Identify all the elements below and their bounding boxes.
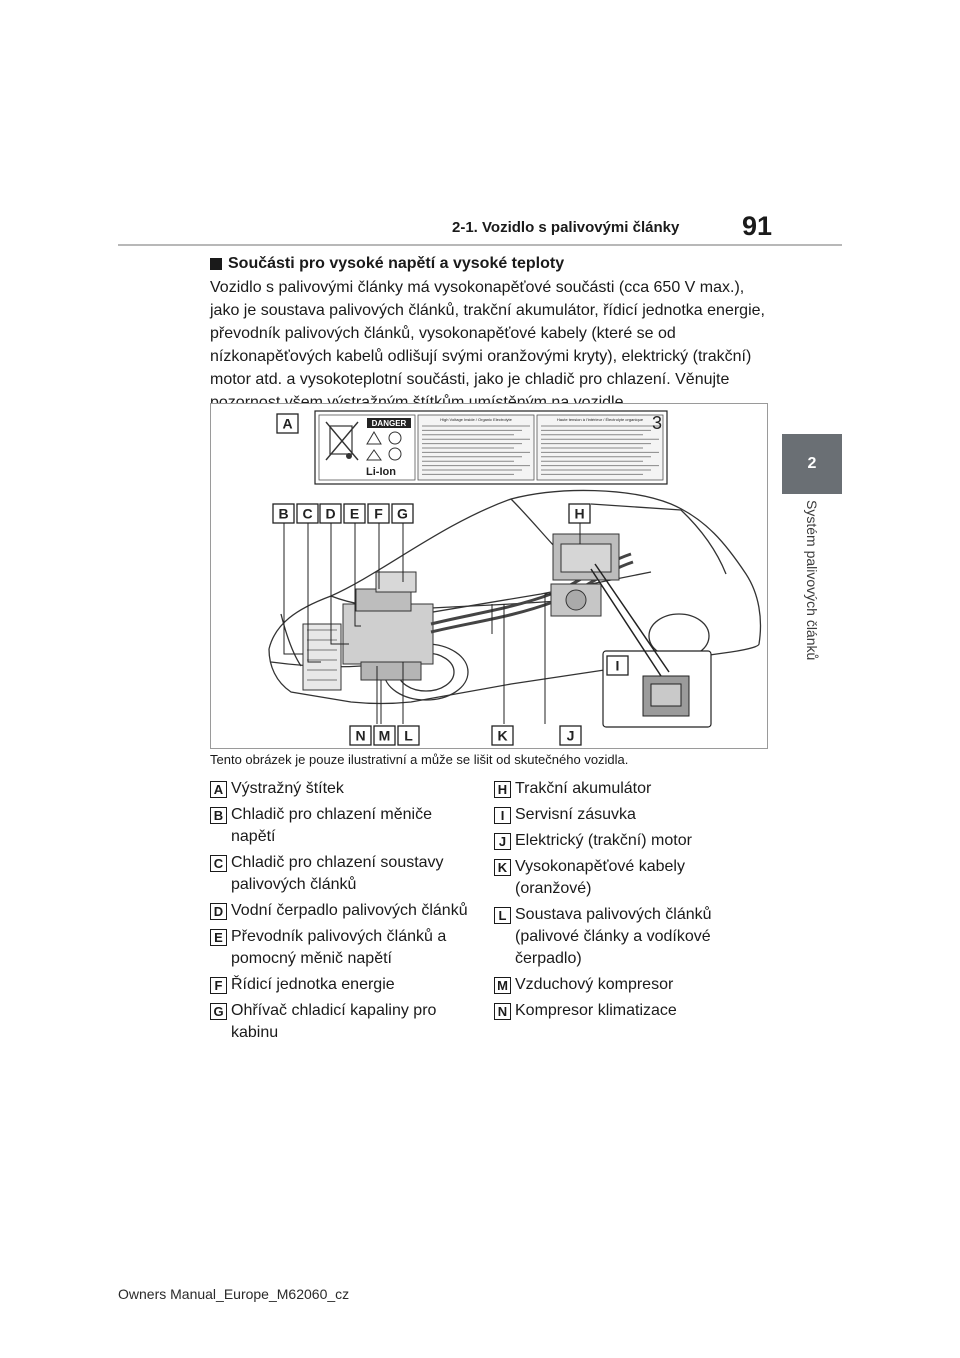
- li-ion-text: Li-Ion: [366, 466, 396, 478]
- callout-m: [374, 726, 395, 745]
- legend-item: [494, 856, 764, 900]
- vehicle-illustration: [211, 404, 769, 750]
- section-title: 2-1. Vozidlo s palivovými články: [452, 219, 680, 236]
- legend-item: [210, 900, 470, 922]
- legend-letter: I: [494, 807, 511, 824]
- legend-item: [494, 830, 764, 852]
- svg-text:B: B: [278, 505, 289, 522]
- legend-text: Trakční akumulátor: [515, 780, 652, 797]
- callout-c: [297, 504, 318, 523]
- svg-text:K: K: [497, 727, 508, 744]
- legend-letter: F: [210, 977, 227, 994]
- svg-text:L: L: [404, 727, 413, 744]
- legend-text: Chladič pro chlazení měniče napětí: [231, 806, 432, 845]
- callout-i: [607, 656, 628, 675]
- legend-letter: G: [210, 1003, 227, 1020]
- legend-item: [494, 974, 764, 996]
- chapter-tab[interactable]: 2: [782, 434, 842, 494]
- legend-letter: J: [494, 833, 511, 850]
- callout-g: [392, 504, 413, 523]
- legend-text: Vysokonapěťové kabely (oranžové): [515, 858, 685, 897]
- callout-b: [273, 504, 294, 523]
- header-divider: [118, 244, 842, 246]
- legend-letter: N: [494, 1003, 511, 1020]
- bullet-square-icon: [210, 258, 222, 270]
- legend-letter: L: [494, 907, 511, 924]
- legend-item: [494, 778, 764, 800]
- legend-text: Ohřívač chladicí kapaliny pro kabinu: [231, 1002, 437, 1041]
- callout-f: [368, 504, 389, 523]
- label-number: 3: [651, 413, 663, 433]
- legend-letter: E: [210, 929, 227, 946]
- legend-text: Převodník palivových článků a pomocný měnič napětí: [231, 928, 447, 967]
- legend-letter: D: [210, 903, 227, 920]
- traction-battery: [553, 534, 619, 580]
- callout-k: [492, 726, 513, 745]
- label-heading-left: High Voltage Inside / Organic Electrolyte: [440, 417, 512, 422]
- chapter-title: Systém palivových článků: [804, 500, 820, 661]
- electric-motor: [551, 584, 601, 616]
- legend-item: [210, 804, 470, 848]
- svg-text:E: E: [349, 505, 360, 522]
- svg-text:J: J: [566, 727, 575, 744]
- legend-text: Chladič pro chlazení soustavy palivových článků: [231, 854, 444, 893]
- svg-text:I: I: [615, 657, 620, 674]
- legend-item: [210, 926, 470, 970]
- legend-letter: B: [210, 807, 227, 824]
- label-heading-right: Haute tension à l'intérieur / Électrolyte organique: [556, 417, 644, 422]
- svg-text:D: D: [325, 505, 336, 522]
- figure-caption: Tento obrázek je pouze ilustrativní a může se lišit od skutečného vozidla.: [210, 752, 629, 767]
- svg-text:N: N: [355, 727, 366, 744]
- danger-word: DANGER: [371, 419, 407, 428]
- section-heading: [210, 255, 564, 273]
- callout-e: [344, 504, 365, 523]
- legend-letter: K: [494, 859, 511, 876]
- legend-text: Výstražný štítek: [231, 780, 344, 797]
- legend-letter: M: [494, 977, 511, 994]
- vehicle-diagram: [210, 403, 768, 749]
- legend-text: Kompresor klimatizace: [515, 1002, 677, 1019]
- page-number: 91: [742, 211, 773, 241]
- legend-text: Řídicí jednotka energie: [231, 976, 395, 993]
- callout-d: [320, 504, 341, 523]
- callout-n: [350, 726, 371, 745]
- callout-l: [398, 726, 419, 745]
- service-plug-inset: [591, 564, 711, 727]
- intro-paragraph: Vozidlo s palivovými články má vysokonapěťové součásti (cca 650 V max.), jako je soustava palivových článků, trakční akumulátor, řídicí jednotka energie, převodník palivových článků, vysokonapěťové kabely (které se od nízkonapěťových kabelů odlišují svými oranžovými kryty), elektrický (trakční) motor atd. a vysokoteplotní součásti, jako je chladič pro chlazení. Věnujte: [210, 279, 765, 388]
- legend-text: Vzduchový kompresor: [515, 976, 674, 993]
- svg-text:C: C: [302, 505, 313, 522]
- legend-item: [494, 904, 764, 970]
- svg-text:G: G: [397, 505, 408, 522]
- legend-text: Elektrický (trakční) motor: [515, 832, 692, 849]
- legend-item: [494, 804, 764, 826]
- legend-letter: H: [494, 781, 511, 798]
- legend-right-column: [494, 778, 764, 1026]
- callout-a: [277, 414, 298, 433]
- section-heading-text: Součásti pro vysoké napětí a vysoké teploty: [228, 255, 565, 272]
- legend-text: Vodní čerpadlo palivových článků: [231, 902, 468, 919]
- warning-label-panel: [315, 411, 667, 484]
- svg-text:F: F: [374, 505, 383, 522]
- legend-item: [494, 1000, 764, 1022]
- svg-text:M: M: [378, 727, 391, 744]
- callout-j: [560, 726, 581, 745]
- svg-text:H: H: [574, 505, 585, 522]
- callout-h: [569, 504, 590, 523]
- legend-item: [210, 1000, 470, 1044]
- front-radiator: [303, 624, 341, 690]
- legend-letter: C: [210, 855, 227, 872]
- legend-item: [210, 778, 470, 800]
- legend-item: [210, 852, 470, 896]
- footer-text: Owners Manual_Europe_M62060_cz: [118, 1286, 350, 1302]
- legend-letter: A: [210, 781, 227, 798]
- svg-text:A: A: [282, 415, 293, 432]
- legend-left-column: [210, 778, 470, 1048]
- legend-text: Servisní zásuvka: [515, 806, 636, 823]
- legend-text: Soustava palivových článků (palivové články a vodíkové čerpadlo): [515, 906, 712, 967]
- legend-item: [210, 974, 470, 996]
